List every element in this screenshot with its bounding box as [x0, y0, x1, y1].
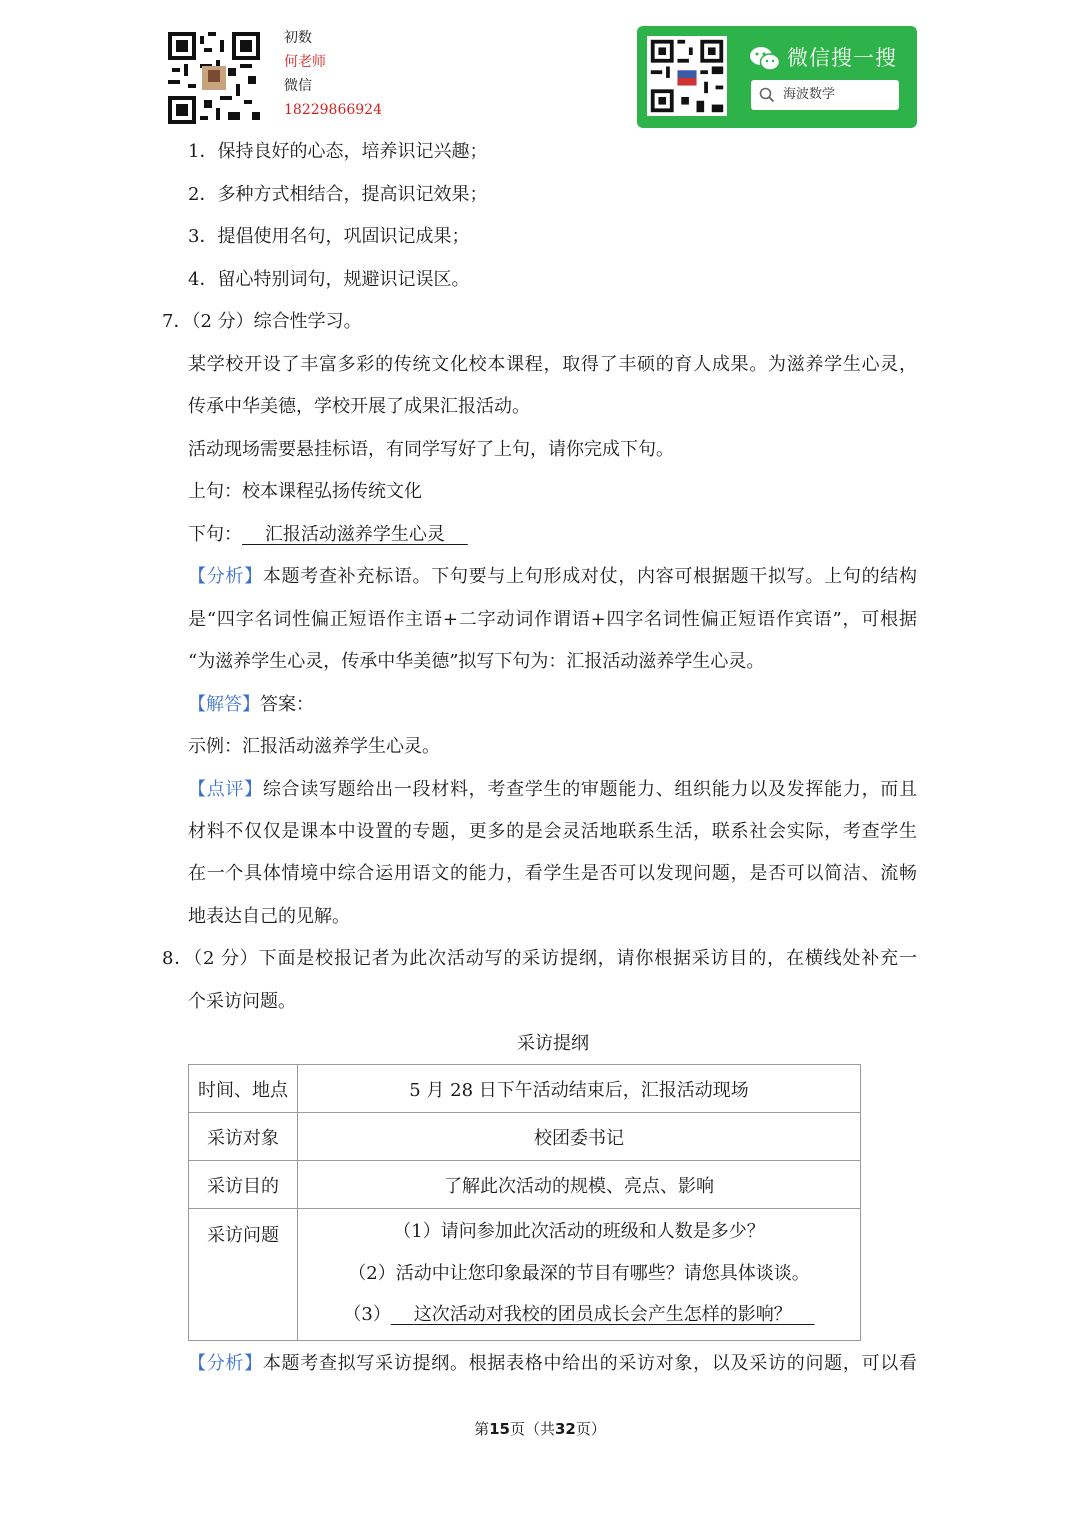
q7-upper-line: 上句：校本课程弘扬传统文化: [188, 481, 422, 502]
table-key: 时间、地点: [189, 1065, 298, 1113]
table-value: 5 月 28 日下午活动结束后，汇报活动现场: [298, 1065, 861, 1113]
contact-phone: 18229866924: [284, 102, 382, 118]
contact-subject: 初数: [284, 30, 312, 46]
wechat-search-text: 海波数学: [783, 87, 836, 102]
wechat-search-title-text: 微信搜一搜: [787, 46, 897, 70]
q7-analysis-line-2: 是“四字名词性偏正短语作主语+二字动词作谓语+四字名词性偏正短语作宾语”，可根据: [188, 609, 917, 630]
q7-answer-line: [188, 693, 314, 717]
q7-analysis-line-3: “为滋养学生心灵，传承中华美德”拟写下句为：汇报活动滋养学生心灵。: [188, 651, 765, 672]
wechat-search-card[interactable]: [637, 26, 917, 128]
list-item: 4．留心特别词句，规避识记误区。: [188, 269, 470, 290]
footer-middle: 页（共: [509, 1420, 555, 1438]
q7-lower-line: [188, 523, 468, 547]
table-key: 采访对象: [189, 1113, 298, 1161]
search-icon: [759, 87, 775, 103]
comment-tag: 【点评】: [188, 779, 263, 800]
question-3-answer-text: 这次活动对我校的团员成长会产生怎样的影响？: [413, 1304, 792, 1325]
table-caption: 采访提纲: [517, 1033, 589, 1054]
table-key: 采访问题: [189, 1209, 298, 1341]
q7-example: 示例：汇报活动滋养学生心灵。: [188, 736, 440, 757]
page-number: 15: [489, 1420, 510, 1438]
question-1: （1）请问参加此次活动的班级和人数是多少？: [393, 1221, 765, 1242]
wechat-logo-icon: [749, 45, 781, 73]
q8-analysis-text-1: 本题考查拟写采访提纲。根据表格中给出的采访对象，以及采访的问题，可以看: [262, 1353, 917, 1374]
qr-code-left: [168, 32, 260, 124]
wechat-search-box[interactable]: [751, 80, 899, 110]
contact-info: [284, 26, 382, 122]
question-3: [298, 1295, 860, 1338]
answer-tag: 【解答】: [188, 694, 260, 715]
q7-comment-line-2: 材料不仅仅是课本中设置的专题，更多的是会灵活地联系生活，联系社会实际，考查学生: [188, 821, 917, 842]
wechat-search-title: [749, 42, 897, 73]
q7-analysis-text-1: 本题考查补充标语。下句要与上句形成对仗，内容可根据题干拟写。上句的结构: [262, 566, 917, 587]
table-value: 校团委书记: [298, 1113, 861, 1161]
contact-wechat-label: 微信: [284, 78, 312, 94]
q7-paragraph-1b: 传承中华美德，学校开展了成果汇报活动。: [188, 396, 530, 417]
table-row: [189, 1161, 861, 1209]
q7-lower-label: 下句：: [188, 524, 242, 545]
q7-comment-line-4: 地表达自己的见解。: [188, 906, 350, 927]
q7-lower-answer-text: 汇报活动滋养学生心灵: [264, 524, 445, 545]
page-footer: [0, 1418, 1080, 1439]
list-item: 1．保持良好的心态，培养识记兴趣；: [188, 141, 488, 162]
contact-teacher: 何老师: [284, 54, 326, 70]
footer-suffix: 页）: [575, 1420, 606, 1438]
list-item: 2．多种方式相结合，提高识记效果；: [188, 184, 488, 205]
analysis-tag: 【分析】: [188, 566, 263, 587]
table-key: 采访目的: [189, 1161, 298, 1209]
q8-analysis-line-1: [188, 1352, 917, 1376]
interview-outline-table: [188, 1064, 861, 1341]
q7-answer-text: 答案：: [260, 694, 314, 715]
table-row: [189, 1209, 861, 1341]
question-3-label: （3）: [343, 1304, 391, 1325]
table-value: 了解此次活动的规模、亮点、影响: [298, 1161, 861, 1209]
q7-title: 7．（2 分）综合性学习。: [162, 311, 362, 332]
q7-comment-text-1: 综合读写题给出一段材料，考查学生的审题能力、组织能力以及发挥能力，而且: [262, 779, 917, 800]
question-2: （2）活动中让您印象最深的节目有哪些？请您具体谈谈。: [348, 1263, 810, 1284]
q7-comment-line-1: [188, 778, 917, 802]
q7-analysis-line-1: [188, 565, 917, 589]
table-row: [189, 1065, 861, 1113]
q8-title-a: 8．（2 分）下面是校报记者为此次活动写的采访提纲，请你根据采访目的，在横线处补充一: [162, 948, 917, 969]
footer-prefix: 第: [474, 1420, 490, 1438]
page-total: 32: [555, 1420, 576, 1438]
q7-comment-line-3: 在一个具体情境中综合运用语文的能力，看学生是否可以发现问题，是否可以简洁、流畅: [188, 863, 917, 884]
table-questions-cell: [298, 1209, 861, 1341]
qr-code-right: [647, 36, 727, 116]
analysis-tag: 【分析】: [188, 1353, 263, 1374]
q7-paragraph-1a: 某学校开设了丰富多彩的传统文化校本课程，取得了丰硕的育人成果。为滋养学生心灵，: [188, 354, 917, 375]
q8-title-b: 个采访问题。: [188, 991, 296, 1012]
q7-paragraph-2: 活动现场需要悬挂标语，有同学写好了上句，请你完成下句。: [188, 439, 674, 460]
table-row: [189, 1113, 861, 1161]
q7-lower-answer: [242, 524, 468, 545]
question-3-answer: [391, 1304, 815, 1325]
list-item: 3．提倡使用名句，巩固识记成果；: [188, 226, 470, 247]
